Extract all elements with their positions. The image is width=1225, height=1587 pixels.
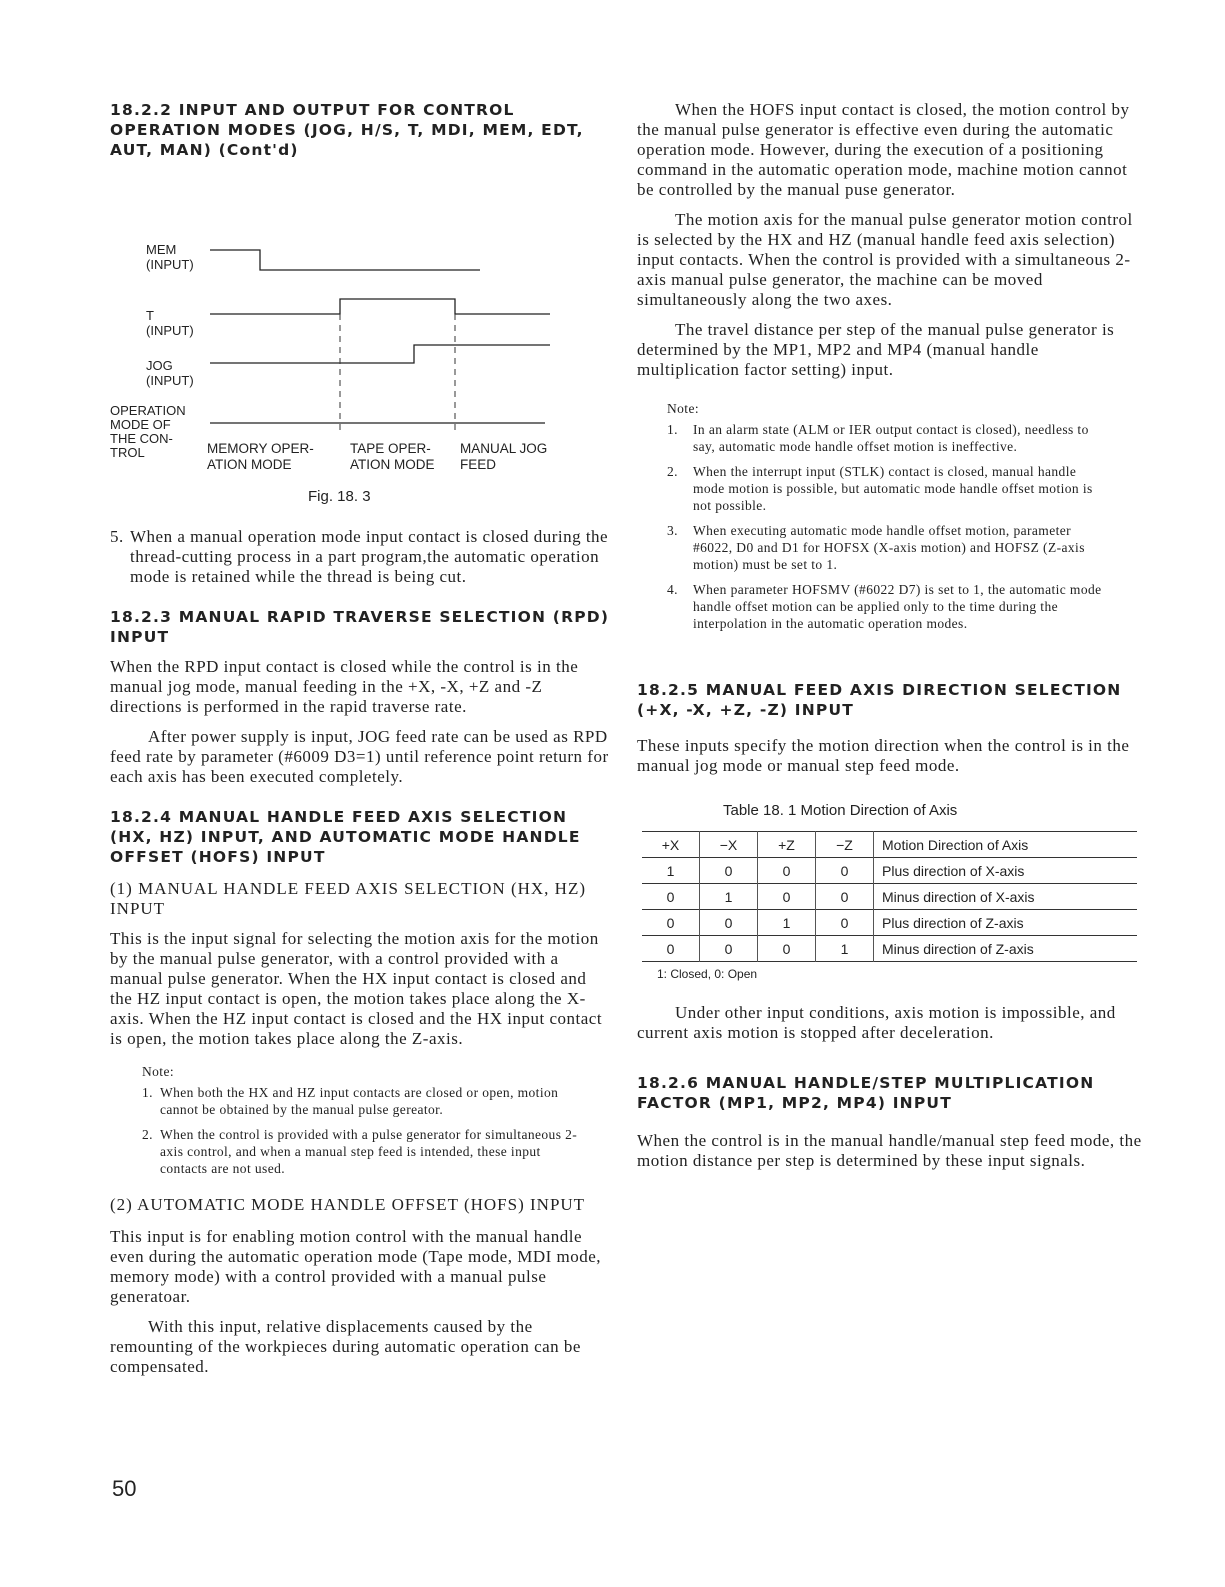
- jog-mode-label-2: FEED: [460, 457, 497, 472]
- t-signal-line: [210, 299, 550, 314]
- sub2-para2: With this input, relative displacements caused by the remounting of the workpieces during automatic operation can be compensated.: [110, 1317, 581, 1376]
- section-18-2-5-para-after: Under other input conditions, axis motion is impossible, and current axis motion is stopped after deceleration.: [637, 1003, 1116, 1042]
- mem-label: MEM: [146, 242, 177, 257]
- mem-signal-line: [210, 250, 480, 270]
- page-number: 50: [112, 1476, 137, 1501]
- section-18-2-5-heading: 18.2.5 MANUAL FEED AXIS DIRECTION SELECTION (+X, -X, +Z, -Z) INPUT: [637, 681, 1122, 719]
- table-row: 0 0 0 1 Minus direction of Z-axis: [642, 936, 1137, 962]
- tape-mode-label-2: ATION MODE: [350, 457, 435, 472]
- motion-direction-table: [642, 831, 1137, 962]
- jog-input-label: (INPUT): [146, 373, 194, 388]
- section-18-2-5-para: These inputs specify the motion direction when the control is in the manual jog mode or manual step feed mode.: [637, 736, 1130, 775]
- section-18-2-3-para1: When the RPD input contact is closed while the control is in the manual jog mode, manual feeding in the +X, -X, +Z and -Z directions is performed in the rapid traverse rate.: [110, 657, 579, 716]
- mem-input-label: (INPUT): [146, 257, 194, 272]
- hofs-para: When the HOFS input contact is closed, the motion control by the manual pulse generator is effective even during the automatic operation mode. However, during the execution of a positioning command in the automatic operation mode, machine motion cannot be controlled by the manual puse generator.: [637, 100, 1130, 199]
- sub1-para: This is the input signal for selecting the motion axis for the motion by the manual pulse generator, with a control provided with a manual pulse generator. When the HX input contact is closed and the HZ input contact is open, the motion takes place along the X-axis. When the HZ input contact is closed and the HX input contact is open, the motion takes place along the Z-axis.: [110, 929, 603, 1048]
- left-notes: [110, 1063, 582, 1177]
- right-note-3: 3. When executing automatic mode handle offset motion, parameter #6022, D0 and D1 for HOFSX (X-axis motion) and HOFSZ (Z-axis motion) must be set to 1.: [667, 523, 1085, 572]
- axis-para: The motion axis for the manual pulse generator motion control is selected by the HX and HZ (manual handle feed axis selection) input contacts. When the control is provided with a simultaneous 2-axis manual pulse generator, the machine can be moved simultaneously along the two axes.: [637, 210, 1133, 309]
- left-column: [110, 100, 610, 1377]
- section-18-2-4-heading: 18.2.4 MANUAL HANDLE FEED AXIS SELECTION (HX, HZ) INPUT, AND AUTOMATIC MODE HANDLE OFFSET (HOFS) INPUT: [110, 808, 581, 866]
- table-header-row: [642, 832, 1137, 858]
- sub2-para1: This input is for enabling motion control with the manual handle even during the automatic operation mode (Tape mode, MDI mode, memory mode) with a control provided with a manual pulse generatoar.: [110, 1227, 602, 1306]
- table-row: 0 1 0 0 Minus direction of X-axis: [642, 884, 1137, 910]
- operation-mode-label-3: THE CON-: [110, 431, 173, 446]
- sub2-heading: (2) AUTOMATIC MODE HANDLE OFFSET (HOFS) INPUT: [110, 1195, 586, 1214]
- jog-mode-label-1: MANUAL JOG: [460, 441, 548, 456]
- jog-label: JOG: [146, 358, 173, 373]
- section-18-2-6-heading: 18.2.6 MANUAL HANDLE/STEP MULTIPLICATION FACTOR (MP1, MP2, MP4) INPUT: [637, 1074, 1095, 1112]
- header-direction: Motion Direction of Axis: [882, 836, 1029, 853]
- header-minus-z: −Z: [816, 832, 874, 858]
- header-plus-x: +X: [642, 832, 700, 858]
- figure-caption: Fig. 18. 3: [308, 488, 371, 505]
- section-18-2-3-para2: After power supply is input, JOG feed rate can be used as RPD feed rate by parameter (#6009 D3=1) until reference point return for each axis has been executed completely.: [110, 727, 609, 786]
- table-title: Table 18. 1 Motion Direction of Axis: [723, 802, 958, 819]
- tape-mode-label-1: TAPE OPER-: [350, 441, 431, 456]
- right-note-1: 1. In an alarm state (ALM or IER output contact is closed), needless to say, automatic mode handle offset motion is ineffective.: [667, 422, 1089, 454]
- t-label: T: [146, 308, 154, 323]
- item-5-number: 5.: [110, 527, 124, 546]
- jog-signal-line: [210, 345, 550, 363]
- table-row: 0 0 1 0 Plus direction of Z-axis: [642, 910, 1137, 936]
- section-18-2-6-para: When the control is in the manual handle/manual step feed mode, the motion distance per step is determined by these input signals.: [637, 1131, 1142, 1170]
- left-note-label: Note:: [142, 1064, 174, 1079]
- header-plus-z: +Z: [758, 832, 816, 858]
- header-minus-x: −X: [700, 832, 758, 858]
- travel-para: The travel distance per step of the manual pulse generator is determined by the MP1, MP2 and MP4 (manual handle multiplication factor setting) input.: [637, 320, 1115, 379]
- table-footnote: 1: Closed, 0: Open: [657, 967, 758, 981]
- operation-mode-label-4: TROL: [110, 445, 145, 460]
- section-18-2-3-heading: 18.2.3 MANUAL RAPID TRAVERSE SELECTION (RPD) INPUT: [110, 608, 610, 646]
- sub1-heading: (1) MANUAL HANDLE FEED AXIS SELECTION (HX, HZ) INPUT: [110, 879, 586, 918]
- table-row: 1 0 0 0 Plus direction of X-axis: [642, 858, 1137, 884]
- t-input-label: (INPUT): [146, 323, 194, 338]
- right-notes: [637, 400, 1107, 632]
- right-note-4: 4. When parameter HOFSMV (#6022 D7) is set to 1, the automatic mode handle offset motion can be applied only to the time during the interpolation in the automatic operation modes.: [667, 582, 1102, 631]
- item-5: [110, 527, 610, 587]
- left-note-1: 1. When both the HX and HZ input contacts are closed or open, motion cannot be obtained by the manual pulse gereator.: [142, 1085, 559, 1117]
- section-18-2-2-heading: 18.2.2 INPUT AND OUTPUT FOR CONTROL OPERATION MODES (JOG, H/S, T, MDI, MEM, EDT, AUT, MAN) (Cont'd): [110, 101, 584, 159]
- right-note-2: 2. When the interrupt input (STLK) contact is closed, manual handle mode motion is possible, but automatic mode handle offset motion is not possible.: [667, 464, 1093, 513]
- item-5-text: When a manual operation mode input contact is closed during the thread-cutting process in a part program,the automatic operation mode is retained while the thread is being cut.: [130, 527, 609, 586]
- right-column: [637, 100, 1142, 1171]
- operation-mode-label-2: MODE OF: [110, 417, 171, 432]
- right-note-label: Note:: [667, 401, 699, 416]
- memory-mode-label-1: MEMORY OPER-: [207, 441, 314, 456]
- operation-mode-label-1: OPERATION: [110, 403, 186, 418]
- figure-18-3: [110, 166, 590, 472]
- memory-mode-label-2: ATION MODE: [207, 457, 292, 472]
- left-note-2: 2. When the control is provided with a pulse generator for simultaneous 2-axis control, and when a manual step feed is intended, these input contacts are not used.: [142, 1127, 578, 1176]
